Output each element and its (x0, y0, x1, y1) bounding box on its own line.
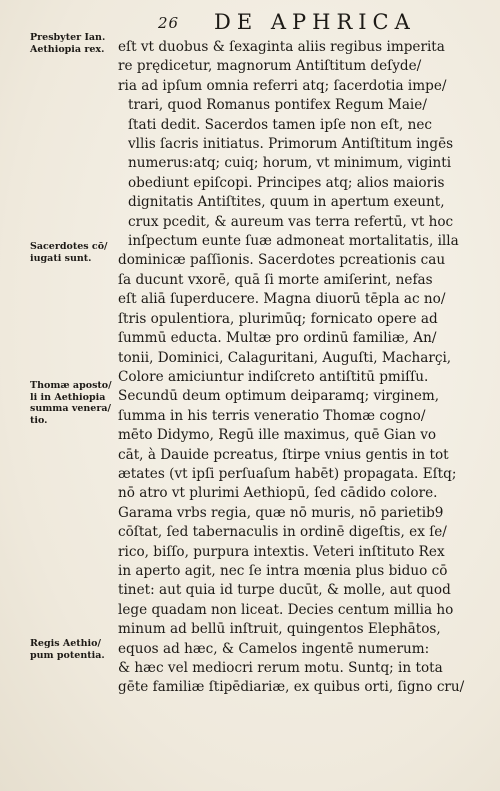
text-line: Secundū deum optimum deiparamq; virginem, (118, 388, 440, 405)
text-line: dignitatis Antiſtites, quum in apertum exeunt, (128, 194, 445, 211)
text-line: dominicæ paſſionis. Sacerdotes pcreationis cau (118, 252, 446, 269)
marginal-note-line: tio. (30, 414, 48, 426)
body-text (118, 38, 486, 698)
text-line: crux pcedit, & aureum vas terra refertū, vt hoc (128, 213, 454, 230)
text-line: trari, quod Romanus pontifex Regum Maie/ (128, 97, 427, 114)
text-line: ſtati dedit. Sacerdos tamen ipſe non eſt, nec (128, 116, 433, 133)
text-line: & hæc vel mediocri rerum motu. Suntq; in tota (118, 660, 443, 676)
text-line: ria ad ipſum omnia referri atq; ſacerdotia impe/ (118, 77, 447, 94)
text-line: eſt aliā ſuperducere. Magna diuorū tēpla ac no/ (118, 291, 446, 308)
text-line: vllis ſacris initiatus. Primorum Antiſtitum ingēs (128, 136, 454, 153)
text-line: rico, biſſo, purpura intextis. Veteri inſtituto Rex (118, 543, 445, 560)
marginal-note-line: summa venera/ (30, 403, 111, 414)
marginal-note-line: pum potentia. (30, 649, 105, 661)
marginal-note-line: Presbyter Ian. (30, 32, 106, 43)
text-line: inſpectum eunte ſuæ admoneat mortalitatis, illa (128, 233, 459, 250)
marginal-note-line: Regis Aethio/ (30, 638, 101, 649)
text-line: nō atro vt plurimi Aethiopū, ſed cādido colore. (118, 485, 438, 502)
folio-number: 26 (158, 14, 180, 32)
text-line: lege quadam non liceat. Decies centum millia ho (118, 601, 454, 618)
marginal-note-line: Thomæ aposto/ (30, 380, 112, 391)
text-line: Garama vrbs regia, quæ nō muris, nō parietib9 (118, 504, 444, 521)
text-line: Colore amiciuntur indiſcreto antiſtitū pmiſſu. (118, 368, 429, 385)
text-line: numerus:atq; cuiq; horum, vt minimum, viginti (128, 155, 452, 172)
text-line: equos ad hæc, & Camelos ingentē numerum: (118, 640, 430, 657)
text-line: re prędicetur, magnorum Antiſtitum deſyde/ (118, 58, 422, 75)
text-line: obediunt epiſcopi. Principes atq; alios maioris (128, 174, 445, 191)
text-line: gēte familiæ ſtipēdiariæ, ex quibus orti, ſigno cru/ (118, 679, 465, 696)
marginal-note-line: iugati sunt. (30, 252, 92, 264)
text-line: eſt vt duobus & ſexaginta aliis regibus imperita (118, 39, 445, 55)
text-line: cāt, à Dauide pcreatus, ſtirpe vnius gentis in tot (118, 446, 449, 463)
marginal-note-line: Sacerdotes cō/ (30, 241, 108, 252)
text-line: cōſtat, ſed tabernaculis in ordinē digeſtis, ex ſe/ (118, 524, 447, 541)
text-line: ſumma in his terris veneratio Thomæ cogno/ (118, 407, 426, 424)
text-line: ſtris opulentiora, plurimūq; fornicato opere ad (118, 310, 438, 327)
text-line: tinet: aut quia id turpe ducūt, & molle, aut quod (118, 582, 451, 599)
text-line: in aperto agit, nec ſe intra mœnia plus biduo cō (118, 562, 448, 579)
text-line: minum ad bellū inſtruit, quingentos Elephātos, (118, 621, 441, 638)
marginal-note-line: Aethiopia rex. (30, 43, 105, 55)
text-line: ſa ducunt vxorē, quā ſi morte amiſerint, nefas (118, 271, 433, 288)
text-line: mēto Didymo, Regū ille maximus, quē Gian vo (118, 427, 437, 444)
text-line: tonii, Dominici, Calaguritani, Auguſti, Macharçi, (118, 349, 452, 366)
marginal-note-line: li in Aethiopia (30, 391, 106, 403)
text-line: ſummū educta. Multæ pro ordinū familiæ, An/ (118, 330, 437, 347)
text-line: ætates (vt ipſi perſuaſum habēt) propagata. Eſtq; (118, 465, 457, 482)
running-head: DE APHRICA (214, 10, 416, 34)
